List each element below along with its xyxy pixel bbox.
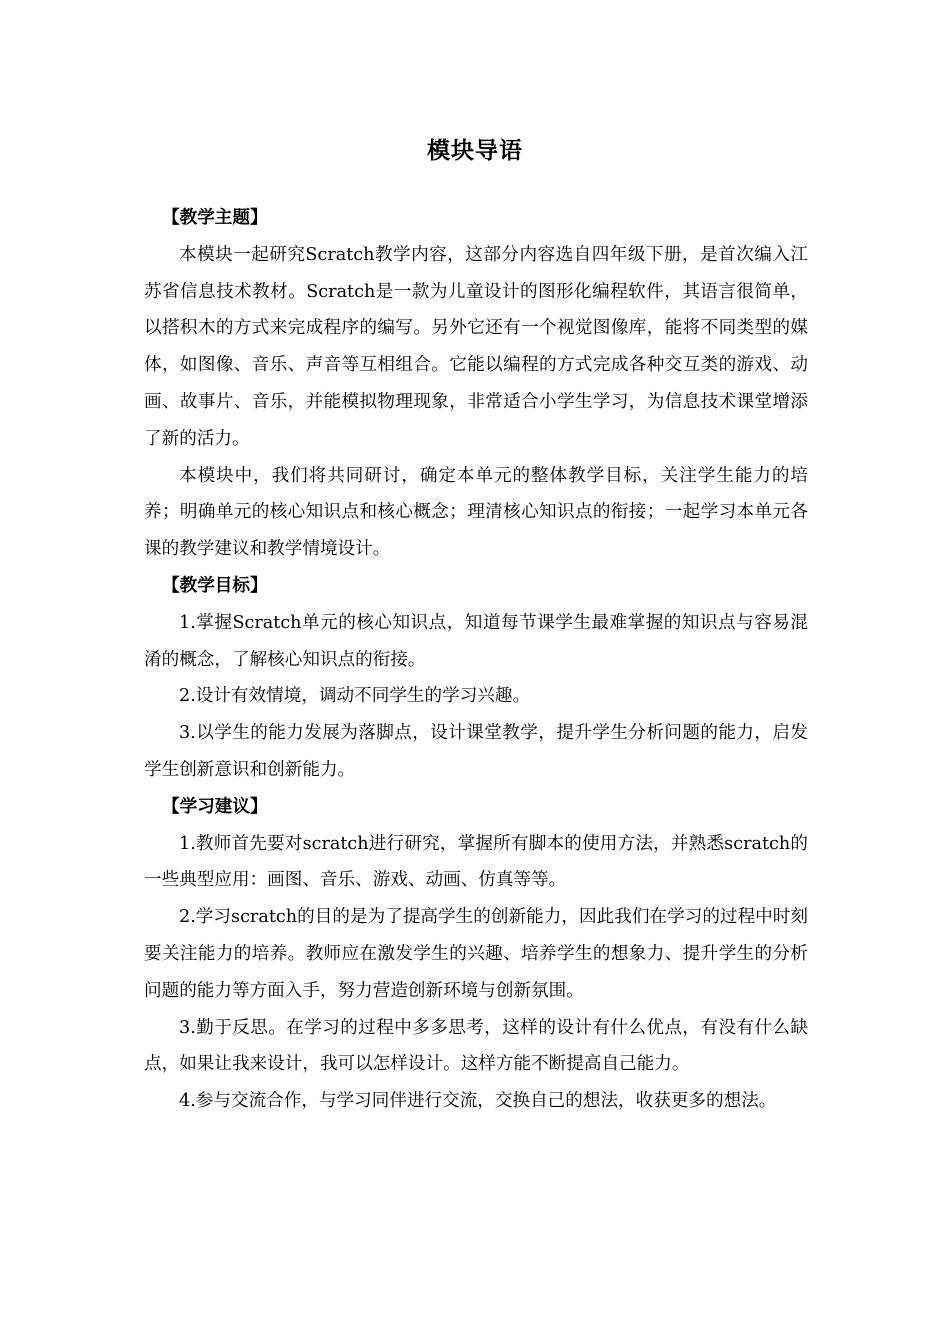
paragraph: 本模块一起研究Scratch教学内容，这部分内容选自四年级下册，是首次编入江苏省信息技术教材。Scratch是一款为儿童设计的图形化编程软件，其语言很简单，以搭积木的方式来完成程序的编写。另外它还有一个视觉图像库，能将不同类型的媒体，如图像、音乐、声音等互相组合。它能以编程的方式完成各种交互类的游戏、动画、故事片、音乐，并能模拟物理现象，非常适合小学生学习，为信息技术课堂增添了新的活力。 (144, 244, 808, 449)
list-item: 1.掌握Scratch单元的核心知识点，知道每节课学生最难掌握的知识点与容易混淆的概念，了解核心知识点的衔接。 (144, 612, 808, 670)
list-item: 3.勤于反思。在学习的过程中多多思考，这样的设计有什么优点，有没有什么缺点，如果让我来设计，我可以怎样设计。这样方能不断提高自己能力。 (144, 1017, 808, 1075)
section-heading-study-suggestions: 【学习建议】 (162, 796, 268, 817)
list-item: 3.以学生的能力发展为落脚点，设计课堂教学，提升学生分析问题的能力，启发学生创新意识和创新能力。 (144, 723, 808, 780)
section-heading-teaching-theme: 【教学主题】 (162, 208, 268, 228)
list-item: 2.设计有效情境，调动不同学生的学习兴趣。 (179, 686, 531, 707)
page-title: 模块导语 (427, 138, 523, 164)
paragraph: 本模块中，我们将共同研讨，确定本单元的整体教学目标，关注学生能力的培养；明确单元的核心知识点和核心概念；理清核心知识点的衔接；一起学习本单元各课的教学建议和教学情境设计。 (144, 465, 808, 560)
list-item: 4.参与交流合作，与学习同伴进行交流，交换自己的想法，收获更多的想法。 (179, 1091, 777, 1112)
list-item: 1.教师首先要对scratch进行研究，掌握所有脚本的使用方法，并熟悉scratch的一些典型应用：画图、音乐、游戏、动画、仿真等等。 (144, 833, 808, 891)
list-item: 2.学习scratch的目的是为了提高学生的创新能力，因此我们在学习的过程中时刻要关注能力的培养。教师应在激发学生的兴趣、培养学生的想象力、提升学生的分析问题的能力等方面入手，努力营造创新环境与创新氛围。 (144, 907, 808, 1001)
section-heading-teaching-goals: 【教学目标】 (162, 575, 268, 596)
document-body (144, 200, 808, 1120)
